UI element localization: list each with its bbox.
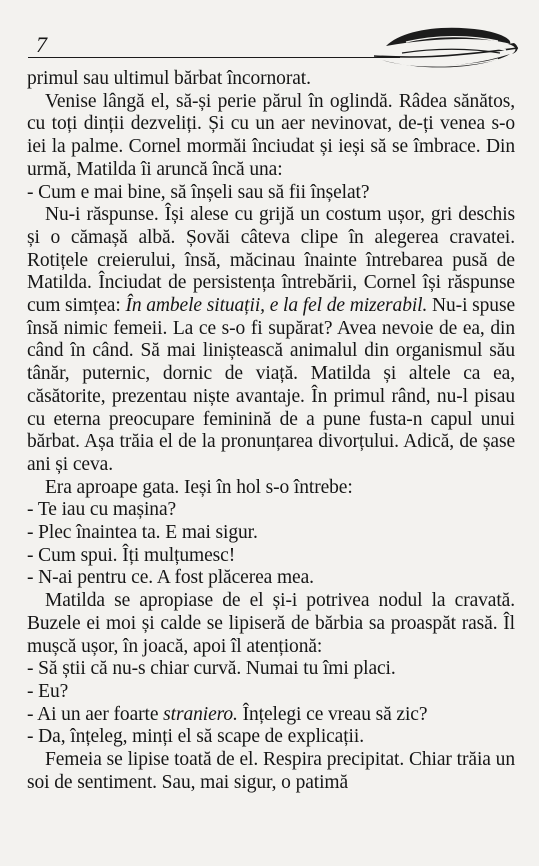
text-span: Înțelegi ce vreau să zic? [237, 703, 428, 725]
text-span: - Cum e mai bine, să înșeli sau să fii înșelat? [27, 181, 370, 203]
paragraph [27, 499, 515, 522]
paragraph [27, 182, 515, 205]
italic-text: În ambele situații, e la fel de mizerabil. [125, 295, 428, 317]
paragraph [27, 590, 515, 658]
text-span: Venise lângă el, să-și perie părul în oglindă. Râdea sănătos, cu toți dinții dezveliți. Și cu un aer nevinovat, de-ți venea s-o iei la palme. Cornel mormăi înciudat și ieși să se îmbrace. Din urmă, Matilda îi aruncă încă una: [27, 90, 515, 180]
text-span: Era aproape gata. Ieși în hol s-o întrebe: [45, 476, 353, 498]
paragraph [27, 522, 515, 545]
text-span: Matilda se apropiase de el și-i potrivea nodul la cravată. Buzele ei moi și calde se lipiseră de bărbia sa proaspăt rasă. Îl mușcă ușor, în joacă, apoi îl atenționă: [27, 590, 515, 657]
paragraph [27, 477, 515, 500]
text-span: - Eu? [27, 680, 69, 702]
text-span: - Da, înțeleg, minți el să scape de explicații. [27, 726, 364, 748]
text-span: - Să știi că nu-s chiar curvă. Numai tu îmi placi. [27, 658, 396, 680]
text-span: - Ai un aer foarte [27, 703, 164, 725]
text-span: - Cum spui. Îți mulțumesc! [27, 544, 236, 566]
paragraph [27, 545, 515, 568]
paragraph [27, 567, 515, 590]
paragraph [27, 681, 515, 704]
text-span: - Te iau cu mașina? [27, 499, 177, 521]
paragraph [27, 704, 515, 727]
page-number: 7 [36, 32, 47, 57]
body-text [27, 68, 515, 795]
text-span: Nu-i răspunse. Își alese cu grijă un costum ușor, gri deschis și o cămașă albă. Șovăi câteva clipe în alegerea cravatei. Rotițele creierului, însă, măcinau înainte întrebarea pusă de Matilda. Înciudat de persistența întrebării, Cornel își răspunse cum simțea: [27, 204, 515, 317]
header-rule [28, 57, 400, 58]
paragraph [27, 91, 515, 182]
paragraph [27, 68, 515, 91]
paragraph [27, 726, 515, 749]
text-span: Femeia se lipise toată de el. Respira precipitat. Chiar trăia un soi de sentiment. Sau, mai sigur, o patimă [27, 749, 515, 793]
paragraph [27, 749, 515, 794]
paragraph [27, 204, 515, 476]
italic-text: straniero. [163, 703, 238, 725]
text-span: primul sau ultimul bărbat încornorat. [27, 68, 311, 89]
paragraph [27, 658, 515, 681]
text-span: - N-ai pentru ce. A fost plăcerea mea. [27, 567, 314, 589]
text-span: Nu-i spuse însă nimic femeii. La ce s-o fi supărat? Avea nevoie de ea, din când în când. Să mai liniștească animalul din organismul său tânăr, puternic, dornic de viață. Matilda și altele ca ea, căsătorite, prezentau niște avantaje. În primul rând, nu-l pisau cu eterna preocupare feminină de a pune fusta-n capul unui bărbat. Așa trăia el de la pronunțarea divorțului. Adică, de șase ani și ceva. [27, 295, 515, 475]
text-span: - Plec înaintea ta. E mai sigur. [27, 522, 258, 544]
